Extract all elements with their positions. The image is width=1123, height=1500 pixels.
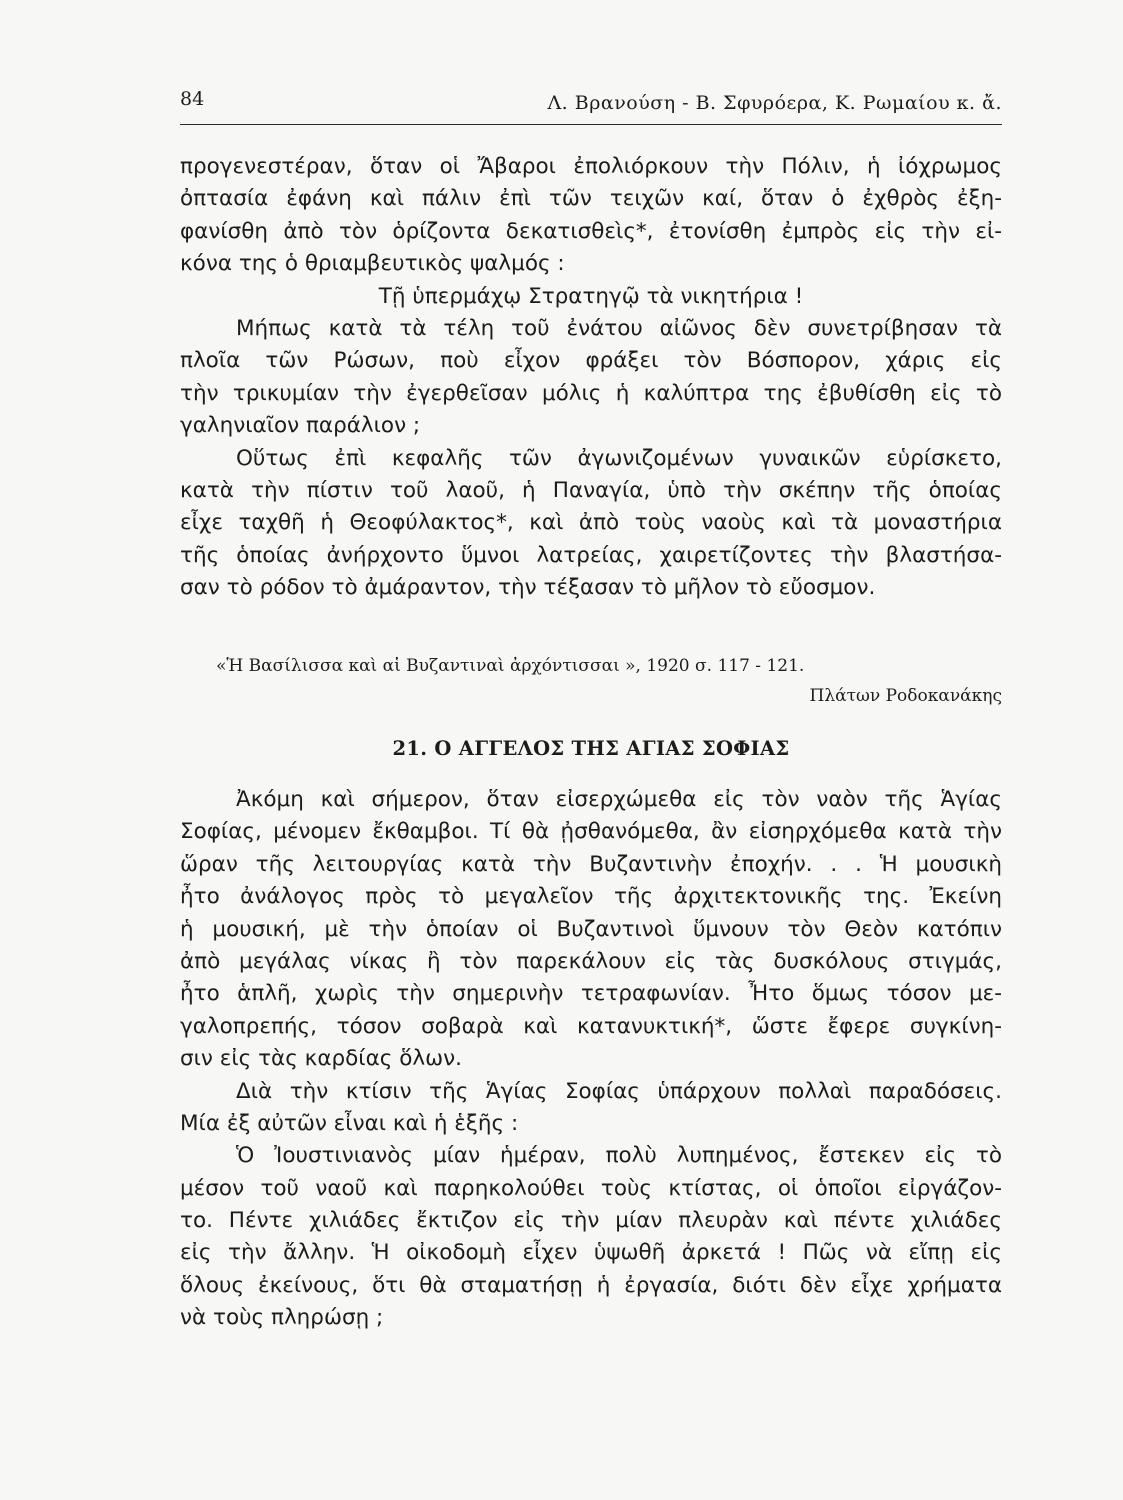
text-line: ὥραν τῆς λειτουργίας κατὰ τὴν Βυζαντινὴν ἐποχήν. . . Ἡ μουσικὴ [180, 851, 1002, 877]
text-line: Ἀκόμη καὶ σήμερον, ὅταν εἰσερχώμεθα εἰς τὸν ναὸν τῆς Ἁγίας [236, 787, 1002, 812]
text-line: μέσον τοῦ ναοῦ καὶ παρηκολούθει τοὺς κτίστας, οἱ ὁποῖοι εἰργάζον- [180, 1175, 1002, 1201]
text-line: πλοῖα τῶν Ρώσων, ποὺ εἶχον φράξει τὸν Βόσπορον, χάρις εἰς [180, 348, 1002, 374]
text-line: Οὕτως ἐπὶ κεφαλῆς τῶν ἀγωνιζομένων γυναικῶν εὑρίσκετο, [236, 445, 1002, 471]
running-head: Λ. Βρανούση - Β. Σφυρόερα, Κ. Ρωμαίου κ. ἄ. [547, 92, 1002, 114]
text-line: Ὁ Ἰουστινιανὸς μίαν ἡμέραν, πολὺ λυπημένος, ἔστεκεν εἰς τὸ [236, 1143, 1002, 1169]
source-citation: «Ἡ Βασίλισσα καὶ αἱ Βυζαντιναὶ ἀρχόντισσαι », 1920 σ. 117 - 121. [216, 656, 805, 676]
page-number: 84 [180, 88, 205, 110]
text-line: προγενεστέραν, ὅταν οἱ Ἄβαροι ἐπολιόρκουν τὴν Πόλιν, ἡ ἰόχρωμος [180, 154, 1002, 179]
text-line: ὀπτασία ἐφάνη καὶ πάλιν ἐπὶ τῶν τειχῶν καί, ὅταν ὁ ἐχθρὸς ἐξη- [180, 186, 1002, 212]
text-line: Μήπως κατὰ τὰ τέλη τοῦ ἐνάτου αἰῶνος δὲν συνετρίβησαν τὰ [236, 315, 1002, 341]
text-line: νὰ τοὺς πληρώσῃ ; [180, 1305, 384, 1331]
text-line: σαν τὸ ρόδον τὸ ἀμάραντον, τὴν τέξασαν τὸ μῆλον τὸ εὔοσμον. [180, 575, 876, 601]
passage-2 [180, 784, 1002, 1335]
text-line: γαληνιαῖον παράλιον ; [180, 413, 421, 439]
text-line: Μία ἐξ αὐτῶν εἶναι καὶ ἡ ἑξῆς : [180, 1110, 519, 1136]
text-line: τὴν τρικυμίαν τὴν ἐγερθεῖσαν μόλις ἡ καλύπτρα της ἐβυθίσθη εἰς τὸ [180, 380, 1002, 406]
text-line: Σοφίας, μένομεν ἔκθαμβοι. Τί θὰ ᾐσθανόμεθα, ἂν εἰσηρχόμεθα κατὰ τὴν [180, 819, 1002, 845]
text-line: εἰς τὴν ἄλλην. Ἡ οἰκοδομὴ εἶχεν ὑψωθῆ ἀρκετά ! Πῶς νὰ εἴπῃ εἰς [180, 1240, 1002, 1266]
text-line: ὅλους ἐκείνους, ὅτι θὰ σταματήσῃ ἡ ἐργασία, διότι δὲν εἶχε χρήματα [180, 1272, 1002, 1298]
text-line: εἶχε ταχθῆ ἡ Θεοφύλακτος*, καὶ ἀπὸ τοὺς ναοὺς καὶ τὰ μοναστήρια [180, 510, 1002, 536]
text-line: σιν εἰς τὰς καρδίας ὅλων. [180, 1046, 462, 1072]
text-line: κόνα της ὁ θριαμβευτικὸς ψαλμός : [180, 251, 565, 277]
text-line: γαλοπρεπής, τόσον σοβαρὰ καὶ κατανυκτική*, ὥστε ἔφερε συγκίνη- [180, 1013, 1002, 1039]
section-title: 21. Ο ΑΓΓΕΛΟΣ ΤΗΣ ΑΓΙΑΣ ΣΟΦΙΑΣ [392, 737, 790, 760]
text-line: ἦτο ἀνάλογος πρὸς τὸ μεγαλεῖον τῆς ἀρχιτεκτονικῆς της. Ἐκείνη [180, 884, 1002, 910]
text-line: φανίσθη ἀπὸ τὸν ὁρίζοντα δεκατισθεὶς*, ἐτονίσθη ἐμπρὸς εἰς τὴν εἰ- [180, 218, 1002, 244]
text-line: ἀπὸ μεγάλας νίκας ἢ τὸν παρεκάλουν εἰς τὰς δυσκόλους στιγμάς, [180, 948, 1002, 974]
passage-1 [180, 151, 1002, 604]
text-line: ἦτο ἁπλῆ, χωρὶς τὴν σημερινὴν τετραφωνίαν. Ἦτο ὅμως τόσον με- [180, 981, 1002, 1007]
hymn-line: Τῇ ὑπερμάχῳ Στρατηγῷ τὰ νικητήρια ! [378, 283, 804, 309]
text-line: κατὰ τὴν πίστιν τοῦ λαοῦ, ἡ Παναγία, ὑπὸ τὴν σκέπην τῆς ὁποίας [180, 477, 1002, 503]
text-line: τῆς ὁποίας ἀνήρχοντο ὕμνοι λατρείας, χαιρετίζοντες τὴν βλαστήσα- [180, 542, 1002, 568]
text-line: ἡ μουσική, μὲ τὴν ὁποίαν οἱ Βυζαντινοὶ ὕμνουν τὸν Θεὸν κατόπιν [180, 916, 1002, 942]
source-author: Πλάτων Ροδοκανάκης [809, 686, 1002, 706]
text-line: Διὰ τὴν κτίσιν τῆς Ἁγίας Σοφίας ὑπάρχουν πολλαὶ παραδόσεις. [236, 1078, 1002, 1104]
page-header [180, 88, 1002, 125]
text-line: το. Πέντε χιλιάδες ἔκτιζον εἰς τὴν μίαν πλευρὰν καὶ πέντε χιλιάδες [180, 1208, 1002, 1234]
